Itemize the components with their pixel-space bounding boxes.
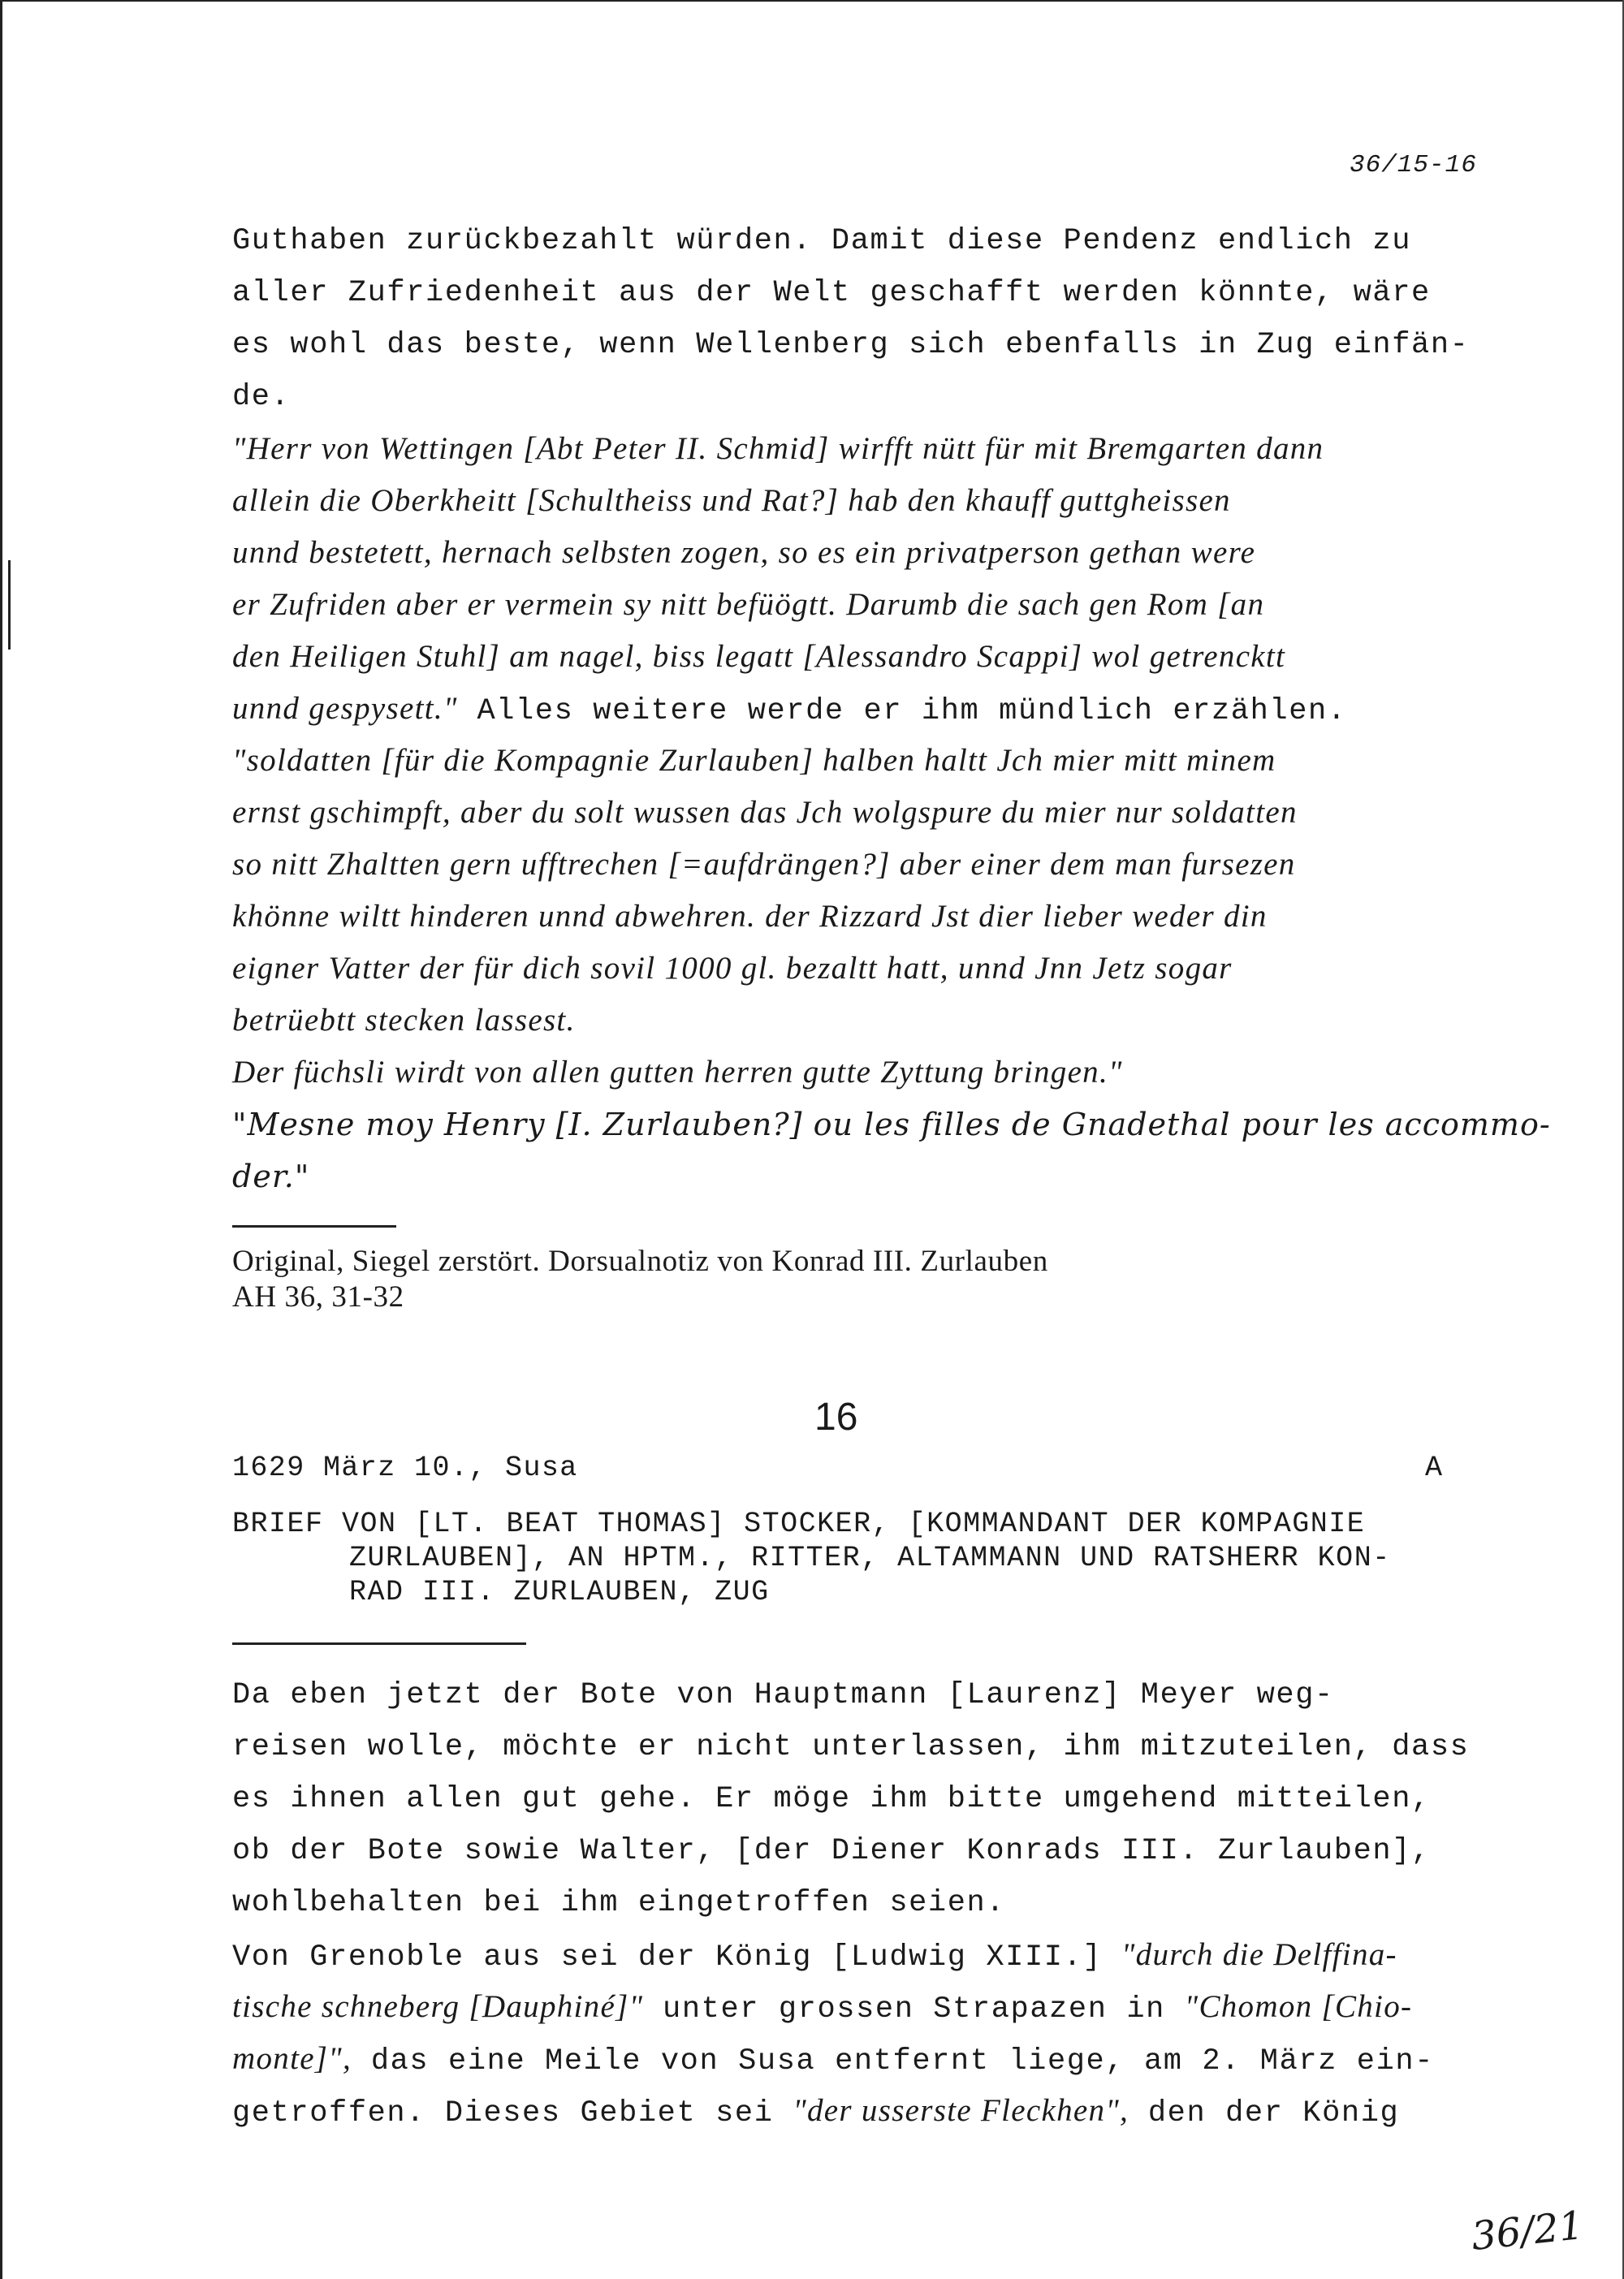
page-edge-top xyxy=(0,0,1624,2)
text-line xyxy=(232,475,1613,527)
date-place-line xyxy=(232,1452,1450,1484)
text-segment: das eine Meile von Susa entfernt liege, am 2. März ein- xyxy=(352,2044,1435,2078)
quoted-segment: ernst gschimpft, aber du solt wussen das Jch wolgspure du mier nur soldatten xyxy=(232,795,1298,830)
text-segment: aller Zufriedenheit aus der Welt geschafft werden könnte, wäre xyxy=(232,276,1431,310)
quoted-segment: er Zufriden aber er vermein sy nitt befüögtt. Darumb die sach gen Rom [an xyxy=(232,587,1265,622)
text-line xyxy=(232,1669,1613,1721)
quoted-segment: unnd gespysett." xyxy=(232,691,458,726)
text-line xyxy=(232,423,1613,475)
text-line xyxy=(232,631,1613,683)
text-line xyxy=(232,1721,1613,1773)
text-line xyxy=(232,2085,1613,2137)
continuation-text xyxy=(232,215,1613,1202)
margin-mark xyxy=(8,560,11,650)
text-segment: Da eben jetzt der Bote von Hauptmann [Laurenz] Meyer weg- xyxy=(232,1678,1334,1712)
text-segment: getroffen. Dieses Gebiet sei xyxy=(232,2096,793,2130)
text-line xyxy=(232,527,1613,579)
text-segment: ob der Bote sowie Walter, [der Diener Konrads III. Zurlauben], xyxy=(232,1834,1431,1868)
text-segment: es wohl das beste, wenn Wellenberg sich ebenfalls in Zug einfän- xyxy=(232,328,1470,362)
page-edge-left xyxy=(0,0,2,2279)
text-line xyxy=(232,839,1613,891)
source-note-line: Original, Siegel zerstört. Dorsualnotiz von Konrad III. Zurlauben xyxy=(232,1245,1048,1278)
document-heading xyxy=(232,1507,1483,1609)
text-line xyxy=(232,215,1613,267)
text-line xyxy=(232,943,1613,995)
text-segment: Von Grenoble aus sei der König [Ludwig XIII.] xyxy=(232,1940,1121,1975)
text-line xyxy=(232,1877,1613,1929)
text-segment: wohlbehalten bei ihm eingetroffen seien. xyxy=(232,1886,1006,1920)
quoted-segment: allein die Oberkheitt [Schultheiss und Rat?] hab den khauff guttgheissen xyxy=(232,483,1231,518)
quoted-segment: den Heiligen Stuhl] am nagel, biss legatt [Alessandro Scappi] wol getrencktt xyxy=(232,639,1286,674)
text-line xyxy=(232,1981,1613,2033)
document-grade: A xyxy=(1425,1452,1444,1484)
quoted-segment: "soldatten [für die Kompagnie Zurlauben] halben haltt Jch mier mitt minem xyxy=(232,743,1276,778)
quoted-segment: unnd bestetett, hernach selbsten zogen, so es ein privatperson gethan were xyxy=(232,535,1256,570)
text-line xyxy=(232,787,1613,839)
text-line xyxy=(232,1047,1613,1098)
text-segment: unter grossen Strapazen in xyxy=(643,1992,1185,2026)
text-line xyxy=(232,683,1613,735)
heading-line: BRIEF VON [LT. BEAT THOMAS] STOCKER, [KOMMANDANT DER KOMPAGNIE xyxy=(232,1508,1366,1540)
text-line xyxy=(232,735,1613,787)
quoted-segment: khönne wiltt hinderen unnd abwehren. der Rizzard Jst dier lieber weder din xyxy=(232,899,1268,934)
text-line xyxy=(232,1773,1613,1825)
heading-rule xyxy=(232,1642,526,1645)
quoted-segment: "der usserste Fleckhen", xyxy=(793,2093,1129,2128)
source-rule xyxy=(232,1225,396,1228)
text-segment: den der König xyxy=(1129,2096,1400,2130)
text-segment: es ihnen allen gut gehe. Er möge ihm bitte umgehend mitteilen, xyxy=(232,1782,1431,1816)
quoted-segment: so nitt Zhaltten gern ufftrechen [=aufdrängen?] aber einer dem man fursezen xyxy=(232,847,1296,882)
text-line xyxy=(232,267,1613,319)
source-note-line: AH 36, 31-32 xyxy=(232,1280,404,1314)
quoted-segment: betrüebtt stecken lassest. xyxy=(232,1003,576,1038)
quoted-segment: tische schneberg [Dauphiné]" xyxy=(232,1989,644,2024)
source-note xyxy=(232,1244,1048,1315)
quoted-segment: "Herr von Wettingen [Abt Peter II. Schmid] wirfft nütt für mit Bremgarten dann xyxy=(232,431,1324,466)
text-line xyxy=(232,1150,1613,1202)
quoted-segment: eigner Vatter der für dich sovil 1000 gl. bezaltt hatt, unnd Jnn Jetz sogar xyxy=(232,951,1233,986)
text-line xyxy=(232,1929,1613,1981)
document-summary-text xyxy=(232,1669,1613,2137)
quoted-segment: der." xyxy=(232,1159,310,1194)
page-number: 36/15-16 xyxy=(1350,151,1477,179)
text-line xyxy=(232,371,1613,423)
date-place: 1629 März 10., Susa xyxy=(232,1452,578,1484)
text-line xyxy=(232,891,1613,943)
text-line xyxy=(232,995,1613,1047)
text-segment: Alles weitere werde er ihm mündlich erzählen. xyxy=(457,694,1347,728)
text-line xyxy=(232,2033,1613,2085)
quoted-segment: "Chomon [Chio- xyxy=(1184,1989,1413,2024)
quoted-segment: "durch die Delffina- xyxy=(1121,1937,1397,1972)
heading-line: ZURLAUBEN], AN HPTM., RITTER, ALTAMMANN UND RATSHERR KON- xyxy=(349,1542,1391,1574)
quoted-segment: Der füchsli wirdt von allen gutten herren gutte Zyttung bringen." xyxy=(232,1055,1123,1090)
quoted-segment: monte]", xyxy=(232,2041,352,2076)
text-line xyxy=(232,319,1613,371)
heading-line: RAD III. ZURLAUBEN, ZUG xyxy=(349,1576,770,1608)
text-segment: de. xyxy=(232,380,291,414)
document-number: 16 xyxy=(814,1396,858,1439)
archive-signature: 36/21 xyxy=(1469,2202,1586,2260)
text-line xyxy=(232,1098,1613,1150)
quoted-segment: "Mesne moy Henry [I. Zurlauben?] ou les filles de Gnadethal pour les accommo- xyxy=(232,1107,1551,1142)
text-segment: Guthaben zurückbezahlt würden. Damit diese Pendenz endlich zu xyxy=(232,224,1412,258)
text-line xyxy=(232,579,1613,631)
text-line xyxy=(232,1825,1613,1877)
text-segment: reisen wolle, möchte er nicht unterlassen, ihm mitzuteilen, dass xyxy=(232,1730,1470,1764)
